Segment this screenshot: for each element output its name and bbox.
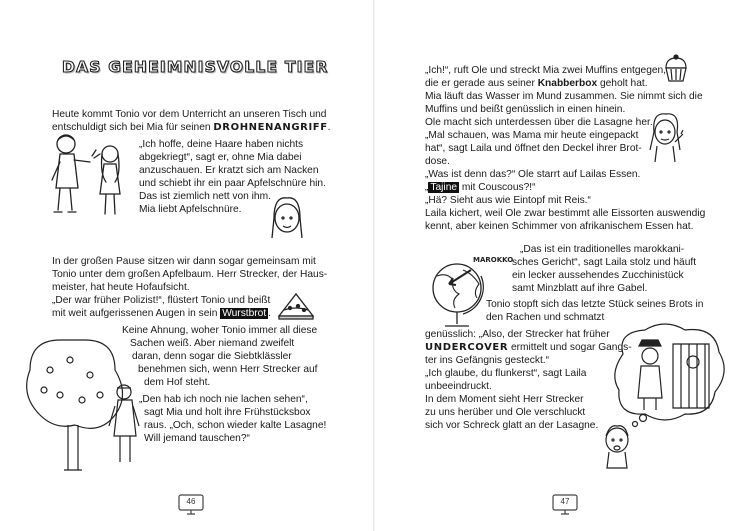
sandwich-illustration [276,290,316,322]
text-line: meister, hat heute Hofaufsicht. [52,282,190,293]
text-line: benehmen sich, wenn Herr Strecker auf [138,364,318,375]
globe-label: MAROKKO [473,256,514,264]
text-line: In der großen Pause sitzen wir dann sogar gemeinsam mit [52,256,316,267]
tonio-mia-illustration [48,132,134,224]
drohnenangriff-word: DROHNENANGRIFF [213,122,328,133]
text-line: „Ich glaube, du flunkerst“, sagt Laila [425,368,587,379]
text-line: „Was ist denn das?“ Ole starrt auf Lailas Essen. [425,169,641,180]
page-number-left [176,494,206,516]
text-line: ter ins Gefängnis gesteckt.“ [425,355,550,366]
text-line: „Ich hoffe, deine Haare haben nichts [139,139,304,150]
text-line: In dem Moment sieht Herr Strecker [425,394,584,405]
text-line: sches Gericht“, sagt Laila stolz und häuft [512,257,697,268]
text-line: und schiebt ihr ein paar Apfelschnüre hin. [139,178,326,189]
text-line: unbeeindruckt. [425,381,492,392]
text-line: „Den hab ich noch nie lachen sehen“, [139,394,308,405]
text-line: dose. [425,156,450,167]
ole-portrait [597,420,637,470]
page-number-right [550,494,580,516]
text-line: hat“, sagt Laila und öffnet den Deckel ihrer Brot- [425,143,642,154]
text-line: daran, denn sogar die Siebtklässler [132,351,292,362]
text-line: „Mal schauen, was Mama mir heute eingepackt [425,130,639,141]
text-line: Ole macht sich unterdessen über die Lasagne her. [425,117,653,128]
text-line: Tonio stopft sich das letzte Stück seines Brots in [486,299,704,310]
text-line: entschuldigt sich bei Mia für seinen DROHNENANGRIFF. [52,122,331,133]
laila-portrait [645,112,689,164]
text-line: Heute kommt Tonio vor dem Unterricht an unseren Tisch und [52,109,327,120]
chapter-title: DAS GEHEIMNISVOLLE TIER [62,58,329,76]
text-line: Mia liebt Apfelschnüre. [139,204,242,215]
text-line: anzuschauen. Er kratzt sich am Nacken [139,165,319,176]
text-line: „Der war früher Polizist!“, flüstert Tonio und beißt [52,295,271,306]
cupcake-illustration [661,52,691,84]
text-line: Laila kichert, weil Ole zwar bestimmt alle Eissorten auswendig [425,208,706,219]
text-line: ein lecker aussehendes Zucchinistück [512,270,684,281]
page-number-label: 46 [186,497,196,506]
right-page [375,0,750,531]
text-line: Muffins und beißt genüsslich in einen hinein. [425,104,626,115]
text-line: „Das ist ein traditionelles marokkani- [520,244,685,255]
mia-portrait [268,196,306,244]
tajine-highlight: Tajine [430,182,458,193]
undercover-word: UNDERCOVER [425,342,509,353]
apple-tree-illustration [20,330,140,480]
text-line: UNDERCOVER ermittelt und sogar Gangs- [425,342,632,353]
thought-bubble-illustration [613,324,731,428]
page-number-label: 47 [560,497,570,506]
globe-illustration [419,246,514,336]
text-line: Sachen weiß. Aber niemand zweifelt [130,338,295,349]
text-line: Will jemand tauschen?“ [144,433,250,444]
knabberbox-word: Knabberbox [537,78,598,89]
text-line: mit weit aufgerissenen Augen in sein Wurstbrot . [52,308,272,319]
text-line: samt Minzblatt auf ihre Gabel. [512,283,648,294]
text-line: „Hä? Sieht aus wie Eintopf mit Reis.“ [425,195,591,206]
text-line: raus. „Och, schon wieder kalte Lasagne! [144,420,327,431]
text-line: den Rachen und schmatzt [486,312,605,323]
text-line: genüsslich: „Also, der Strecker hat früher [425,329,610,340]
text-line: Tonio unter dem großen Apfelbaum. Herr Strecker, der Haus- [52,269,328,280]
text-line: sagt Mia und holt ihre Frühstücksbox [144,407,311,418]
text-line: „ Tajine mit Couscous?!“ [425,182,536,193]
text-line: sich vor Schreck glatt an der Lasagne. [425,420,599,431]
text-line: die er gerade aus seiner Knabberbox geholt hat. [425,78,648,89]
text-line: kennt, aber keinen Schimmer von afrikanischem Essen hat. [425,221,694,232]
text-line: Mia läuft das Wasser im Mund zusammen. Sie nimmt sich die [425,91,703,102]
text-line: dem Hof steht. [144,377,211,388]
text-line: „Ich!“, ruft Ole und streckt Mia zwei Muffins entgegen, [425,65,667,76]
text-line: zu uns herüber und Ole verschluckt [425,407,586,418]
text-line: Keine Ahnung, woher Tonio immer all diese [122,325,318,336]
text-line: Das ist ziemlich nett von ihm. [139,191,271,202]
wurstbrot-highlight: Wurstbrot [222,308,267,319]
text-line: abgekriegt“, sagt er, ohne Mia dabei [139,152,302,163]
